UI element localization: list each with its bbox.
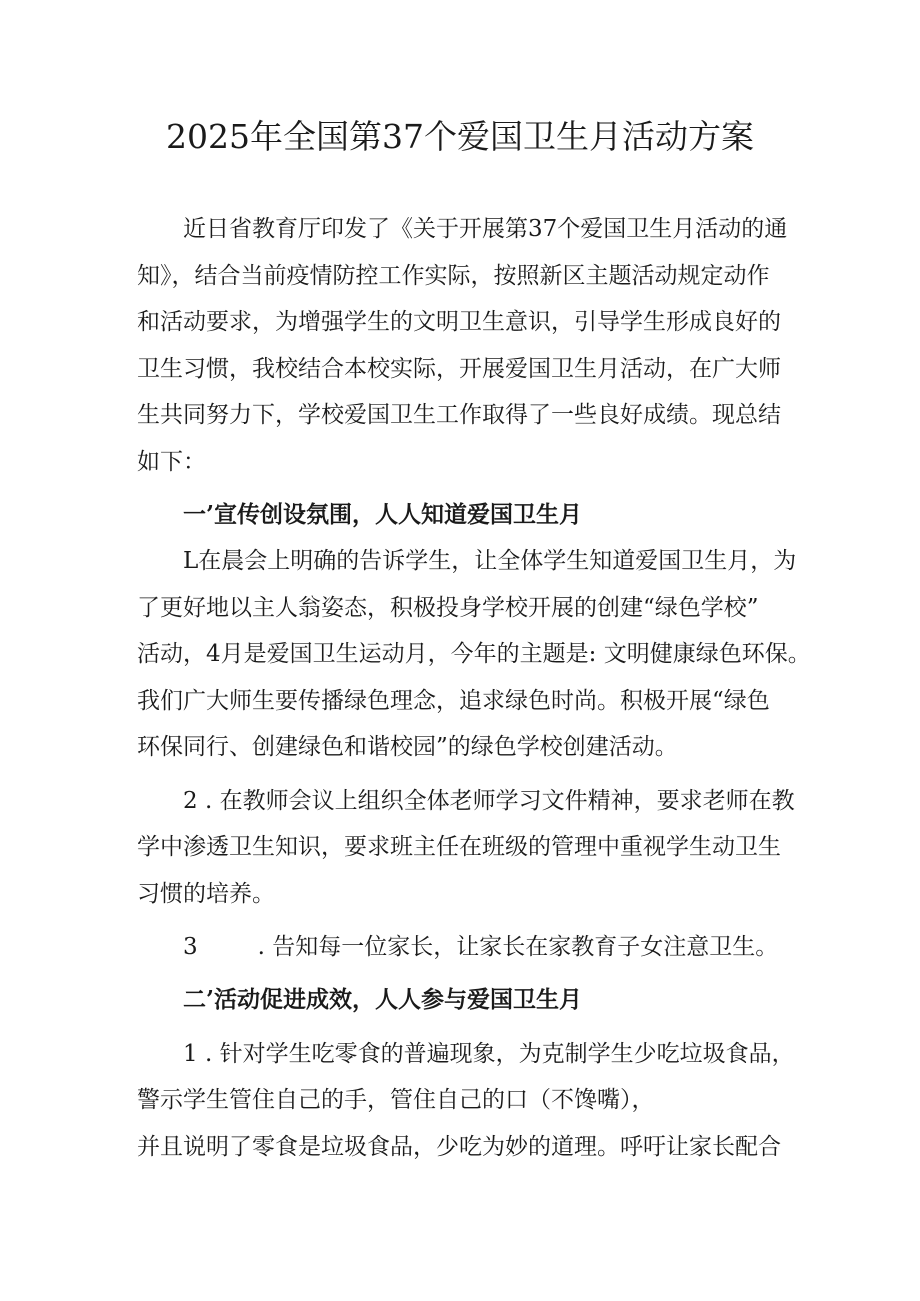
section2-item1-line-2: 警示学生管住自己的手，管住自己的口（不馋嘴），: [137, 1087, 655, 1113]
section2-item1-line-1: 1 . 针对学生吃零食的普遍现象，为克制学生少吃垃圾食品，: [183, 1041, 795, 1067]
section1-item1-line-1: L在晨会上明确的告诉学生，让全体学生知道爱国卫生月，为: [183, 548, 797, 574]
intro-line-1: 近日省教育厅印发了《关于开展第37个爱国卫生月活动的通: [183, 216, 788, 242]
section1-item2-line-3: 习惯的培养。: [137, 881, 275, 907]
intro-line-6: 如下：: [137, 449, 206, 475]
section1-item1-line-3: 活动，4月是爱国卫生运动月，今年的主题是: 文明健康绿色环保。: [137, 641, 811, 667]
section1-item3-number: 3: [183, 934, 198, 960]
section1-item1-line-5: 环保同行、创建绿色和谐校园”的绿色学校创建活动。: [137, 734, 678, 760]
intro-line-3: 和活动要求，为增强学生的文明卫生意识，引导学生形成良好的: [137, 309, 781, 335]
intro-line-5: 生共同努力下，学校爱国卫生工作取得了一些良好成绩。现总结: [137, 402, 781, 428]
intro-line-2: 知》，结合当前疫情防控工作实际，按照新区主题活动规定动作: [137, 263, 770, 289]
section1-item2-line-1: 2 . 在教师会议上组织全体老师学习文件精神，要求老师在教: [183, 788, 795, 814]
section2-heading: 二’活动促进成效，人人参与爱国卫生月: [183, 986, 583, 1013]
document-title: 2025年全国第37个爱国卫生月活动方案: [166, 117, 754, 156]
section1-heading: 一’宣传创设氛围，人人知道爱国卫生月: [183, 501, 583, 528]
section1-item3: [183, 930, 778, 964]
section1-item1-line-2: 了更好地以主人翁姿态，积极投身学校开展的创建“绿色学校”: [137, 595, 759, 621]
intro-line-4: 卫生习惯，我校结合本校实际，开展爱国卫生月活动，在广大师: [137, 356, 781, 382]
section2-item1-line-3: 并且说明了零食是垃圾食品，少吃为妙的道理。呼吁让家长配合: [137, 1134, 781, 1160]
section1-item2-line-2: 学中渗透卫生知识，要求班主任在班级的管理中重视学生动卫生: [137, 834, 781, 860]
section1-item1-line-4: 我们广大师生要传播绿色理念，追求绿色时尚。积极开展“绿色: [137, 688, 770, 714]
section1-item3-text: . 告知每一位家长，让家长在家教育子女注意卫生。: [257, 934, 779, 960]
